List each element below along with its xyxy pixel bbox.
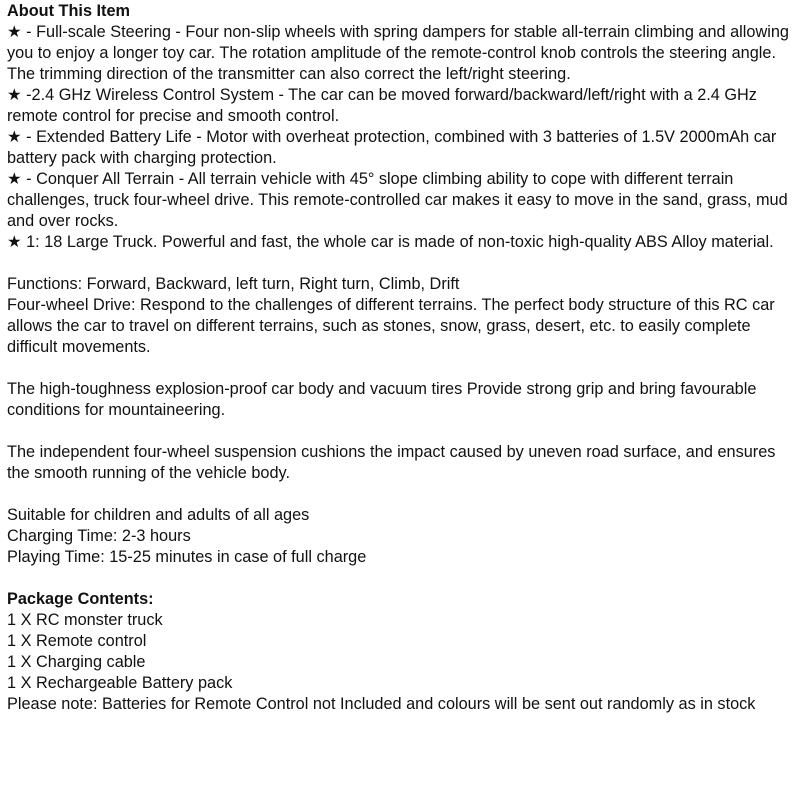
- spacer: [7, 484, 792, 505]
- spacer: [7, 421, 792, 442]
- bullet-all-terrain: ★ - Conquer All Terrain - All terrain vehicle with 45° slope climbing ability to cope with different terrain challenges, truck four-wheel drive. This remote-controlled car makes it easy to move in the sand, grass, mud and over rocks.: [7, 170, 788, 230]
- suspension-text: The independent four-wheel suspension cushions the impact caused by uneven road surface, and ensures the smooth running of the vehicle body.: [7, 443, 776, 482]
- spacer: [7, 568, 792, 589]
- about-title: About This Item: [7, 2, 131, 20]
- package-item: 1 X Remote control: [7, 632, 147, 650]
- bullet-battery-life: ★ - Extended Battery Life - Motor with overheat protection, combined with 3 batteries of 1.5V 2000mAh car battery pack with charging protection.: [7, 128, 777, 167]
- package-note: Please note: Batteries for Remote Control not Included and colours will be sent out randomly as in stock: [7, 695, 756, 713]
- bullet-full-scale-steering: ★ - Full-scale Steering - Four non-slip wheels with spring dampers for stable all-terrain climbing and allowing you to enjoy a longer toy car. The rotation amplitude of the remote-control knob controls the steering angle. The trimming direction of the transmitter can also correct the left/right steering.: [7, 23, 789, 83]
- package-item: 1 X Rechargeable Battery pack: [7, 674, 233, 692]
- functions-text: Functions: Forward, Backward, left turn, Right turn, Climb, Drift: [7, 275, 460, 293]
- spacer: [7, 253, 792, 274]
- bullet-large-truck: ★ 1: 18 Large Truck. Powerful and fast, the whole car is made of non-toxic high-quality ABS Alloy material.: [7, 233, 774, 251]
- package-item: 1 X Charging cable: [7, 653, 146, 671]
- four-wheel-drive-text: Four-wheel Drive: Respond to the challenges of different terrains. The perfect body structure of this RC car allows the car to travel on different terrains, such as stones, snow, grass, desert, etc. to easily complete difficult movements.: [7, 296, 775, 356]
- charging-time-text: Charging Time: 2-3 hours: [7, 527, 191, 545]
- playing-time-text: Playing Time: 15-25 minutes in case of full charge: [7, 548, 367, 566]
- bullet-wireless-control: ★ -2.4 GHz Wireless Control System - The car can be moved forward/backward/left/right with a 2.4 GHz remote control for precise and smooth control.: [7, 86, 757, 125]
- suitable-text: Suitable for children and adults of all ages: [7, 506, 310, 524]
- spacer: [7, 358, 792, 379]
- package-title: Package Contents:: [7, 590, 154, 608]
- toughness-text: The high-toughness explosion-proof car body and vacuum tires Provide strong grip and bring favourable conditions for mountaineering.: [7, 380, 757, 419]
- package-item: 1 X RC monster truck: [7, 611, 163, 629]
